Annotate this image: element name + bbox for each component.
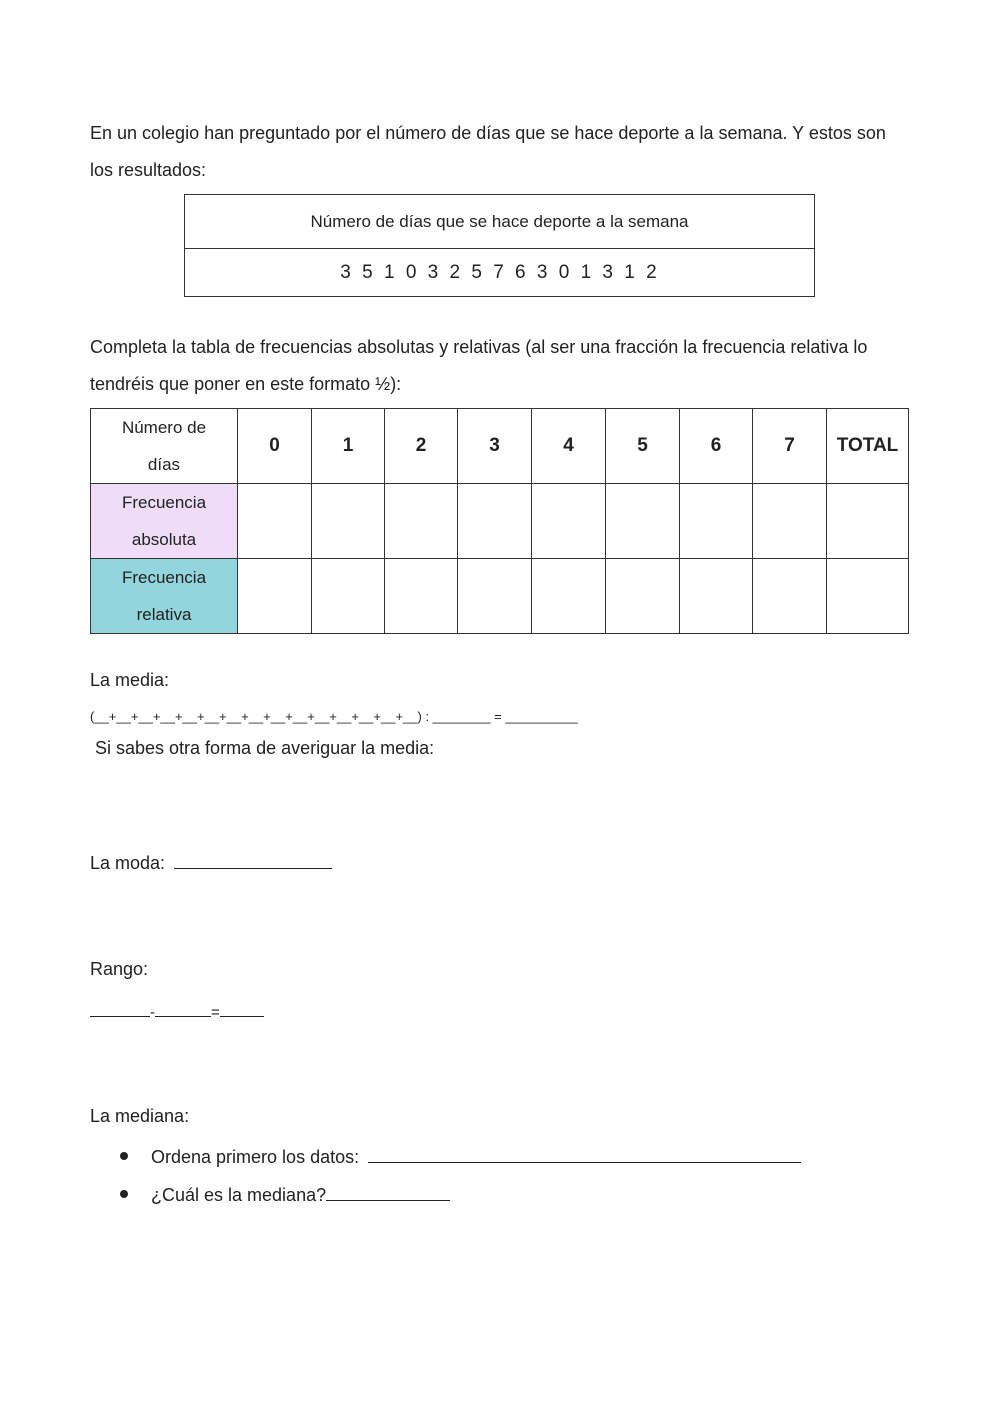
column-header-2: 2	[385, 409, 458, 484]
answer-cell-rel-7[interactable]	[753, 559, 827, 634]
media-label: La media:	[90, 670, 170, 690]
intro-paragraph	[90, 115, 910, 189]
rango-formula	[90, 996, 264, 1021]
answer-cell-rel-5[interactable]	[606, 559, 680, 634]
answer-cell-abs-7[interactable]	[753, 484, 827, 559]
bullet-icon	[120, 1190, 128, 1198]
answer-cell-abs-total[interactable]	[827, 484, 909, 559]
column-header-5: 5	[606, 409, 680, 484]
survey-data-values: 3 5 1 0 3 2 5 7 6 3 0 1 3 1 2	[340, 261, 659, 283]
mediana-label: La mediana:	[90, 1106, 190, 1126]
media-formula[interactable]: (__+__+__+__+__+__+__+__+__+__+__+__+__+__+__) : ________ = __________	[90, 709, 578, 724]
absolute-frequency-row	[91, 484, 909, 559]
mediana-answer-line[interactable]	[326, 1180, 450, 1201]
answer-cell-abs-5[interactable]	[606, 484, 680, 559]
frequency-table	[90, 408, 909, 634]
intro-line-1: En un colegio han preguntado por el número de días que se hace deporte a la semana. Y estos son	[90, 123, 886, 143]
column-header-total: TOTAL	[827, 409, 909, 484]
rango-label: Rango:	[90, 959, 149, 979]
column-header-1: 1	[312, 409, 385, 484]
moda-answer-line[interactable]	[174, 848, 332, 869]
answer-cell-rel-3[interactable]	[458, 559, 532, 634]
list-item	[120, 1138, 801, 1176]
bullet-icon	[120, 1152, 128, 1160]
column-header-7: 7	[753, 409, 827, 484]
answer-cell-rel-4[interactable]	[532, 559, 606, 634]
rango-equals: =	[211, 1004, 220, 1021]
media-other-method: Si sabes otra forma de averiguar la media:	[95, 738, 435, 758]
rango-max-line[interactable]	[90, 996, 150, 1017]
column-header-6: 6	[680, 409, 753, 484]
mediana-steps	[120, 1138, 801, 1214]
relative-frequency-label: Frecuencia relativa	[91, 559, 238, 634]
column-header-4: 4	[532, 409, 606, 484]
frequency-header-row	[91, 409, 909, 484]
mediana-step-question: ¿Cuál es la mediana?	[151, 1185, 327, 1205]
answer-cell-abs-2[interactable]	[385, 484, 458, 559]
survey-data-header: Número de días que se hace deporte a la semana	[185, 195, 814, 249]
column-header-3: 3	[458, 409, 532, 484]
answer-cell-abs-4[interactable]	[532, 484, 606, 559]
answer-cell-rel-total[interactable]	[827, 559, 909, 634]
rango-minus: -	[150, 1004, 155, 1021]
answer-cell-abs-0[interactable]	[238, 484, 312, 559]
answer-cell-rel-1[interactable]	[312, 559, 385, 634]
row-header-cell: Número de días	[91, 409, 238, 484]
instruction-paragraph	[90, 329, 910, 403]
mediana-step-order: Ordena primero los datos:	[151, 1147, 360, 1167]
moda-label: La moda:	[90, 853, 166, 873]
answer-cell-abs-1[interactable]	[312, 484, 385, 559]
answer-cell-abs-3[interactable]	[458, 484, 532, 559]
rango-min-line[interactable]	[155, 996, 211, 1017]
answer-cell-abs-6[interactable]	[680, 484, 753, 559]
moda-row	[90, 848, 332, 874]
instruction-line-2: tendréis que poner en este formato ½):	[90, 374, 402, 394]
instruction-line-1: Completa la tabla de frecuencias absolutas y relativas (al ser una fracción la frecuencia relativa lo	[90, 337, 868, 357]
intro-line-2: los resultados:	[90, 160, 207, 180]
answer-cell-rel-0[interactable]	[238, 559, 312, 634]
answer-cell-rel-6[interactable]	[680, 559, 753, 634]
answer-cell-rel-2[interactable]	[385, 559, 458, 634]
absolute-frequency-label: Frecuencia absoluta	[91, 484, 238, 559]
relative-frequency-row	[91, 559, 909, 634]
column-header-0: 0	[238, 409, 312, 484]
list-item	[120, 1176, 801, 1214]
rango-result-line[interactable]	[220, 996, 264, 1017]
ordered-data-line[interactable]	[368, 1142, 801, 1163]
survey-data-table	[184, 194, 815, 297]
